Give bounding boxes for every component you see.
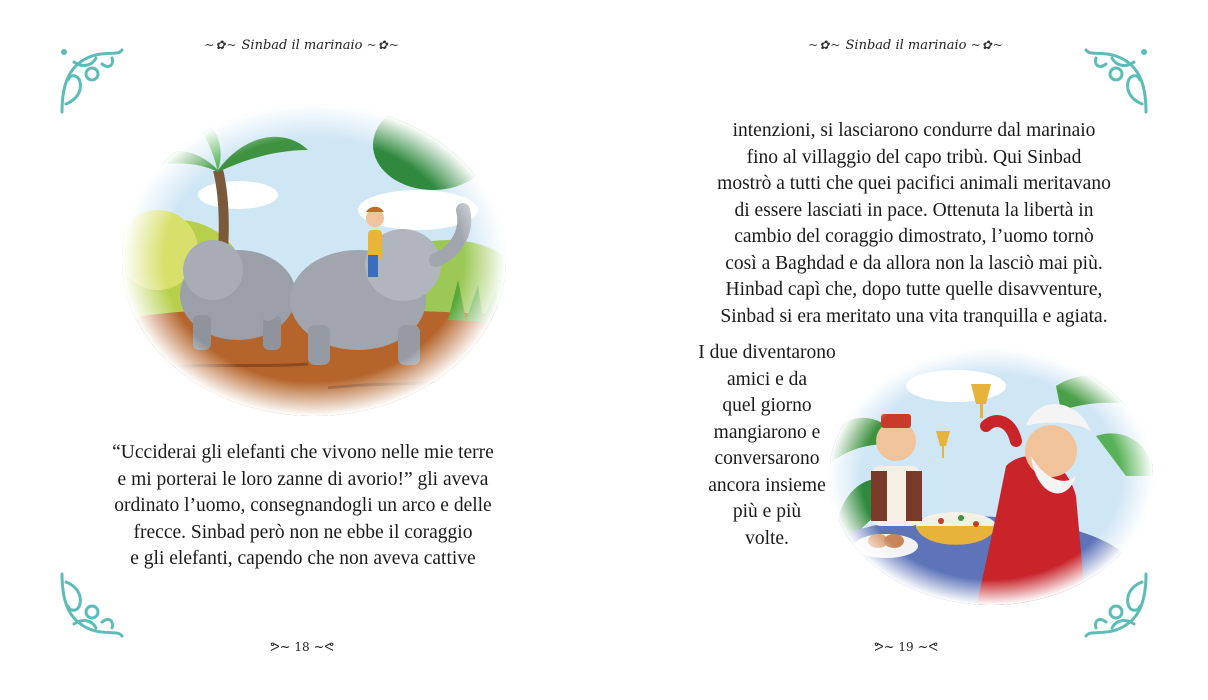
corner-ornament-top-right xyxy=(1078,42,1156,120)
text-line: mangiarono e xyxy=(713,421,821,443)
text-line: conversarono xyxy=(714,448,820,469)
corner-ornament-bottom-left xyxy=(52,566,130,644)
text-line: ordinato l’uomo, consegnandogli un arco e delle xyxy=(114,495,492,516)
header-title: Sinbad il marinaio xyxy=(241,38,363,53)
running-header xyxy=(604,38,1208,53)
text-line: e mi porterai le loro zanne di avorio!” gli aveva xyxy=(117,468,489,490)
flourish-left-icon: ~✿~ xyxy=(204,38,238,52)
flourish-right-icon: ~ᕙ xyxy=(313,640,334,655)
text-line: frecce. Sinbad però non ne ebbe il coraggio xyxy=(133,521,473,543)
flourish-right-icon: ~✿~ xyxy=(970,38,1004,52)
feast-toast-illustration xyxy=(826,346,1156,608)
text-line: ancora insieme xyxy=(708,474,826,496)
running-header xyxy=(0,38,604,53)
text-line: fino al villaggio del capo tribù. Qui Sinbad xyxy=(746,146,1082,168)
text-line: cambio del coraggio dimostrato, l’uomo tornò xyxy=(734,226,1094,247)
text-line: quel giorno xyxy=(722,395,812,416)
text-line: “Ucciderai gli elefanti che vivono nelle mie terre xyxy=(112,442,494,463)
text-line: volte. xyxy=(745,527,789,549)
right-body-text xyxy=(674,118,1154,330)
text-line: intenzioni, si lasciarono condurre dal marinaio xyxy=(732,120,1096,141)
header-title: Sinbad il marinaio xyxy=(845,38,967,53)
text-line: così a Baghdad e da allora non la lasciò mai più. xyxy=(725,252,1103,274)
left-body-text xyxy=(60,440,546,573)
flourish-right-icon: ~✿~ xyxy=(366,38,400,52)
text-line: mostrò a tutti che quei pacifici animali meritavano xyxy=(717,173,1111,194)
flourish-right-icon: ~ᕙ xyxy=(917,640,938,655)
text-line: Hinbad capì che, dopo tutte quelle disavventure, xyxy=(725,279,1103,300)
text-line: e gli elefanti, capendo che non aveva cattive xyxy=(130,548,476,569)
flourish-left-icon: ~✿~ xyxy=(808,38,842,52)
flourish-left-icon: ᕗ~ xyxy=(270,640,291,655)
text-line: più e più xyxy=(732,501,802,522)
elephants-with-boy-illustration xyxy=(118,100,510,420)
text-line: di essere lasciati in pace. Ottenuta la libertà in xyxy=(734,199,1094,221)
flourish-left-icon: ᕗ~ xyxy=(874,640,895,655)
page-number: 18 xyxy=(294,640,310,654)
page-number-footer xyxy=(604,640,1208,655)
page-number: 19 xyxy=(898,640,914,654)
right-page xyxy=(604,0,1208,700)
text-line: I due diventarono xyxy=(698,342,836,363)
text-line: amici e da xyxy=(726,368,808,390)
text-line: Sinbad si era meritato una vita tranquilla e agiata. xyxy=(720,305,1108,327)
page-number-footer xyxy=(0,640,604,655)
